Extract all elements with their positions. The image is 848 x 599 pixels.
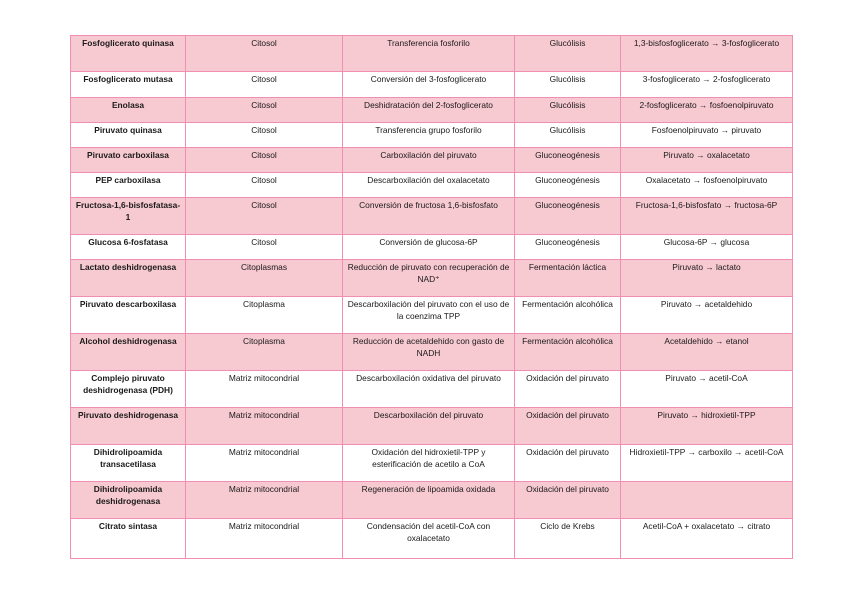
table-row [71, 98, 793, 123]
pathway-cell: Glucólisis [515, 98, 621, 123]
pathway-cell: Gluconeogénesis [515, 148, 621, 173]
enzyme-cell: Piruvato deshidrogenasa [71, 408, 186, 445]
pathway-cell: Glucólisis [515, 36, 621, 72]
function-cell: Deshidratación del 2-fosfoglicerato [343, 98, 515, 123]
reaction-cell: 2-fosfoglicerato → fosfoenolpiruvato [621, 98, 793, 123]
enzyme-table-body [71, 36, 793, 559]
table-row [71, 371, 793, 408]
location-cell: Matriz mitocondrial [186, 408, 343, 445]
pathway-cell: Glucólisis [515, 72, 621, 98]
reaction-cell: Glucosa-6P → glucosa [621, 235, 793, 260]
reaction-cell: Acetaldehido → etanol [621, 334, 793, 371]
enzyme-cell: Fructosa-1,6-bisfosfatasa-1 [71, 198, 186, 235]
location-cell: Citoplasma [186, 297, 343, 334]
location-cell: Citosol [186, 98, 343, 123]
function-cell: Reducción de acetaldehido con gasto de NADH [343, 334, 515, 371]
reaction-cell: Piruvato → lactato [621, 260, 793, 297]
location-cell: Citoplasmas [186, 260, 343, 297]
location-cell: Matriz mitocondrial [186, 371, 343, 408]
table-row [71, 334, 793, 371]
location-cell: Citosol [186, 173, 343, 198]
table-row [71, 198, 793, 235]
function-cell: Oxidación del hidroxietil-TPP y esterificación de acetilo a CoA [343, 445, 515, 482]
function-cell: Carboxilación del piruvato [343, 148, 515, 173]
reaction-cell [621, 482, 793, 519]
table-row [71, 482, 793, 519]
location-cell: Matriz mitocondrial [186, 445, 343, 482]
reaction-cell: Piruvato → acetil-CoA [621, 371, 793, 408]
function-cell: Conversión del 3-fosfoglicerato [343, 72, 515, 98]
location-cell: Citosol [186, 148, 343, 173]
enzyme-cell: Dihidrolipoamida transacetilasa [71, 445, 186, 482]
enzyme-cell: Fosfoglicerato quinasa [71, 36, 186, 72]
table-row [71, 519, 793, 559]
enzyme-cell: PEP carboxilasa [71, 173, 186, 198]
function-cell: Condensación del acetil-CoA con oxalacetato [343, 519, 515, 559]
enzyme-cell: Citrato sintasa [71, 519, 186, 559]
location-cell: Citoplasma [186, 334, 343, 371]
reaction-cell: Fosfoenolpiruvato → piruvato [621, 123, 793, 148]
table-row [71, 148, 793, 173]
table-row [71, 173, 793, 198]
reaction-cell: Acetil-CoA + oxalacetato → citrato [621, 519, 793, 559]
reaction-cell: Fructosa-1,6-bisfosfato → fructosa-6P [621, 198, 793, 235]
reaction-cell: 3-fosfoglicerato → 2-fosfoglicerato [621, 72, 793, 98]
table-row [71, 235, 793, 260]
function-cell: Descarboxilación del piruvato [343, 408, 515, 445]
location-cell: Citosol [186, 72, 343, 98]
pathway-cell: Gluconeogénesis [515, 235, 621, 260]
enzyme-cell: Lactato deshidrogenasa [71, 260, 186, 297]
table-row [71, 297, 793, 334]
function-cell: Conversión de fructosa 1,6-bisfosfato [343, 198, 515, 235]
reaction-cell: 1,3-bisfosfoglicerato → 3-fosfoglicerato [621, 36, 793, 72]
function-cell: Descarboxilación oxidativa del piruvato [343, 371, 515, 408]
function-cell: Descarboxilación del piruvato con el uso de la coenzima TPP [343, 297, 515, 334]
enzyme-cell: Dihidrolipoamida deshidrogenasa [71, 482, 186, 519]
pathway-cell: Oxidación del piruvato [515, 482, 621, 519]
location-cell: Citosol [186, 235, 343, 260]
enzyme-cell: Piruvato carboxilasa [71, 148, 186, 173]
enzyme-cell: Glucosa 6-fosfatasa [71, 235, 186, 260]
enzyme-cell: Enolasa [71, 98, 186, 123]
enzyme-cell: Fosfoglicerato mutasa [71, 72, 186, 98]
enzyme-cell: Piruvato descarboxilasa [71, 297, 186, 334]
pathway-cell: Gluconeogénesis [515, 198, 621, 235]
function-cell: Descarboxilación del oxalacetato [343, 173, 515, 198]
location-cell: Matriz mitocondrial [186, 482, 343, 519]
function-cell: Transferencia grupo fosforilo [343, 123, 515, 148]
pathway-cell: Ciclo de Krebs [515, 519, 621, 559]
reaction-cell: Piruvato → hidroxietil-TPP [621, 408, 793, 445]
reaction-cell: Piruvato → oxalacetato [621, 148, 793, 173]
reaction-cell: Hidroxietil-TPP → carboxilo → acetil-CoA [621, 445, 793, 482]
reaction-cell: Oxalacetato → fosfoenolpiruvato [621, 173, 793, 198]
pathway-cell: Oxidación del piruvato [515, 408, 621, 445]
enzyme-table [70, 35, 793, 559]
function-cell: Transferencia fosforilo [343, 36, 515, 72]
enzyme-cell: Alcohol deshidrogenasa [71, 334, 186, 371]
table-row [71, 408, 793, 445]
location-cell: Citosol [186, 36, 343, 72]
pathway-cell: Gluconeogénesis [515, 173, 621, 198]
pathway-cell: Oxidación del piruvato [515, 371, 621, 408]
location-cell: Matriz mitocondrial [186, 519, 343, 559]
location-cell: Citosol [186, 123, 343, 148]
function-cell: Conversión de glucosa-6P [343, 235, 515, 260]
enzyme-cell: Piruvato quinasa [71, 123, 186, 148]
enzyme-cell: Complejo piruvato deshidrogenasa (PDH) [71, 371, 186, 408]
function-cell: Regeneración de lipoamida oxidada [343, 482, 515, 519]
pathway-cell: Fermentación alcohólica [515, 334, 621, 371]
reaction-cell: Piruvato → acetaldehido [621, 297, 793, 334]
function-cell: Reducción de piruvato con recuperación de NAD⁺ [343, 260, 515, 297]
table-row [71, 36, 793, 72]
pathway-cell: Fermentación láctica [515, 260, 621, 297]
pathway-cell: Glucólisis [515, 123, 621, 148]
pathway-cell: Oxidación del piruvato [515, 445, 621, 482]
table-row [71, 445, 793, 482]
table-row [71, 72, 793, 98]
table-row [71, 260, 793, 297]
table-row [71, 123, 793, 148]
pathway-cell: Fermentación alcohólica [515, 297, 621, 334]
location-cell: Citosol [186, 198, 343, 235]
